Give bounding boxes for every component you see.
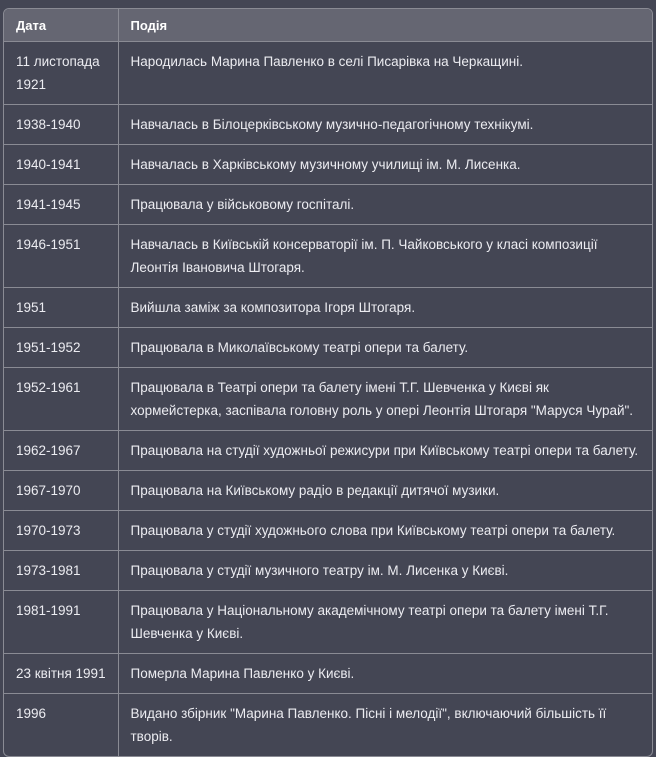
table-row: [4, 591, 652, 654]
date-cell: 1981-1991: [4, 591, 118, 654]
date-cell: 1951: [4, 288, 118, 328]
table-row: [4, 288, 652, 328]
table-header-row: [4, 9, 652, 42]
table-row: [4, 654, 652, 694]
table-row: [4, 225, 652, 288]
column-header-event: Подія: [118, 9, 652, 42]
table-row: [4, 368, 652, 431]
date-cell: 1967-1970: [4, 471, 118, 511]
event-cell: Вийшла заміж за композитора Ігоря Штогаря.: [118, 288, 652, 328]
date-cell: 1962-1967: [4, 431, 118, 471]
timeline-table: [4, 9, 652, 756]
timeline-table-container: [3, 8, 653, 757]
table-row: [4, 694, 652, 757]
date-cell: 23 квітня 1991: [4, 654, 118, 694]
event-cell: Працювала у військовому госпіталі.: [118, 185, 652, 225]
table-row: [4, 328, 652, 368]
column-header-date: Дата: [4, 9, 118, 42]
date-cell: 1970-1973: [4, 511, 118, 551]
event-cell: Працювала в Театрі опери та балету імені Т.Г. Шевченка у Києві як хормейстерка, заспівала головну роль у опері Леонтія Штогаря "Маруся Чурай".: [118, 368, 652, 431]
event-cell: Навчалась в Київській консерваторії ім. П. Чайковського у класі композиції Леонтія Івановича Штогаря.: [118, 225, 652, 288]
event-cell: Працювала на Київському радіо в редакції дитячої музики.: [118, 471, 652, 511]
date-cell: 1973-1981: [4, 551, 118, 591]
table-row: [4, 511, 652, 551]
event-cell: Народилась Марина Павленко в селі Писарівка на Черкащині.: [118, 42, 652, 105]
event-cell: Навчалась в Білоцерківському музично-педагогічному технікумі.: [118, 105, 652, 145]
table-row: [4, 105, 652, 145]
event-cell: Видано збірник "Марина Павленко. Пісні і мелодії", включаючий більшість її творів.: [118, 694, 652, 757]
table-row: [4, 431, 652, 471]
table-row: [4, 185, 652, 225]
date-cell: 1938-1940: [4, 105, 118, 145]
event-cell: Працювала в Миколаївському театрі опери та балету.: [118, 328, 652, 368]
event-cell: Померла Марина Павленко у Києві.: [118, 654, 652, 694]
table-row: [4, 471, 652, 511]
event-cell: Працювала на студії художньої режисури при Київському театрі опери та балету.: [118, 431, 652, 471]
event-cell: Працювала у студії художнього слова при Київському театрі опери та балету.: [118, 511, 652, 551]
table-row: [4, 42, 652, 105]
date-cell: 1946-1951: [4, 225, 118, 288]
date-cell: 1996: [4, 694, 118, 757]
date-cell: 1940-1941: [4, 145, 118, 185]
date-cell: 1951-1952: [4, 328, 118, 368]
date-cell: 1941-1945: [4, 185, 118, 225]
event-cell: Працювала у студії музичного театру ім. М. Лисенка у Києві.: [118, 551, 652, 591]
event-cell: Навчалась в Харківському музичному училищі ім. М. Лисенка.: [118, 145, 652, 185]
table-row: [4, 551, 652, 591]
table-row: [4, 145, 652, 185]
event-cell: Працювала у Національному академічному театрі опери та балету імені Т.Г. Шевченка у Києві.: [118, 591, 652, 654]
date-cell: 1952-1961: [4, 368, 118, 431]
date-cell: 11 листопада 1921: [16, 54, 100, 92]
